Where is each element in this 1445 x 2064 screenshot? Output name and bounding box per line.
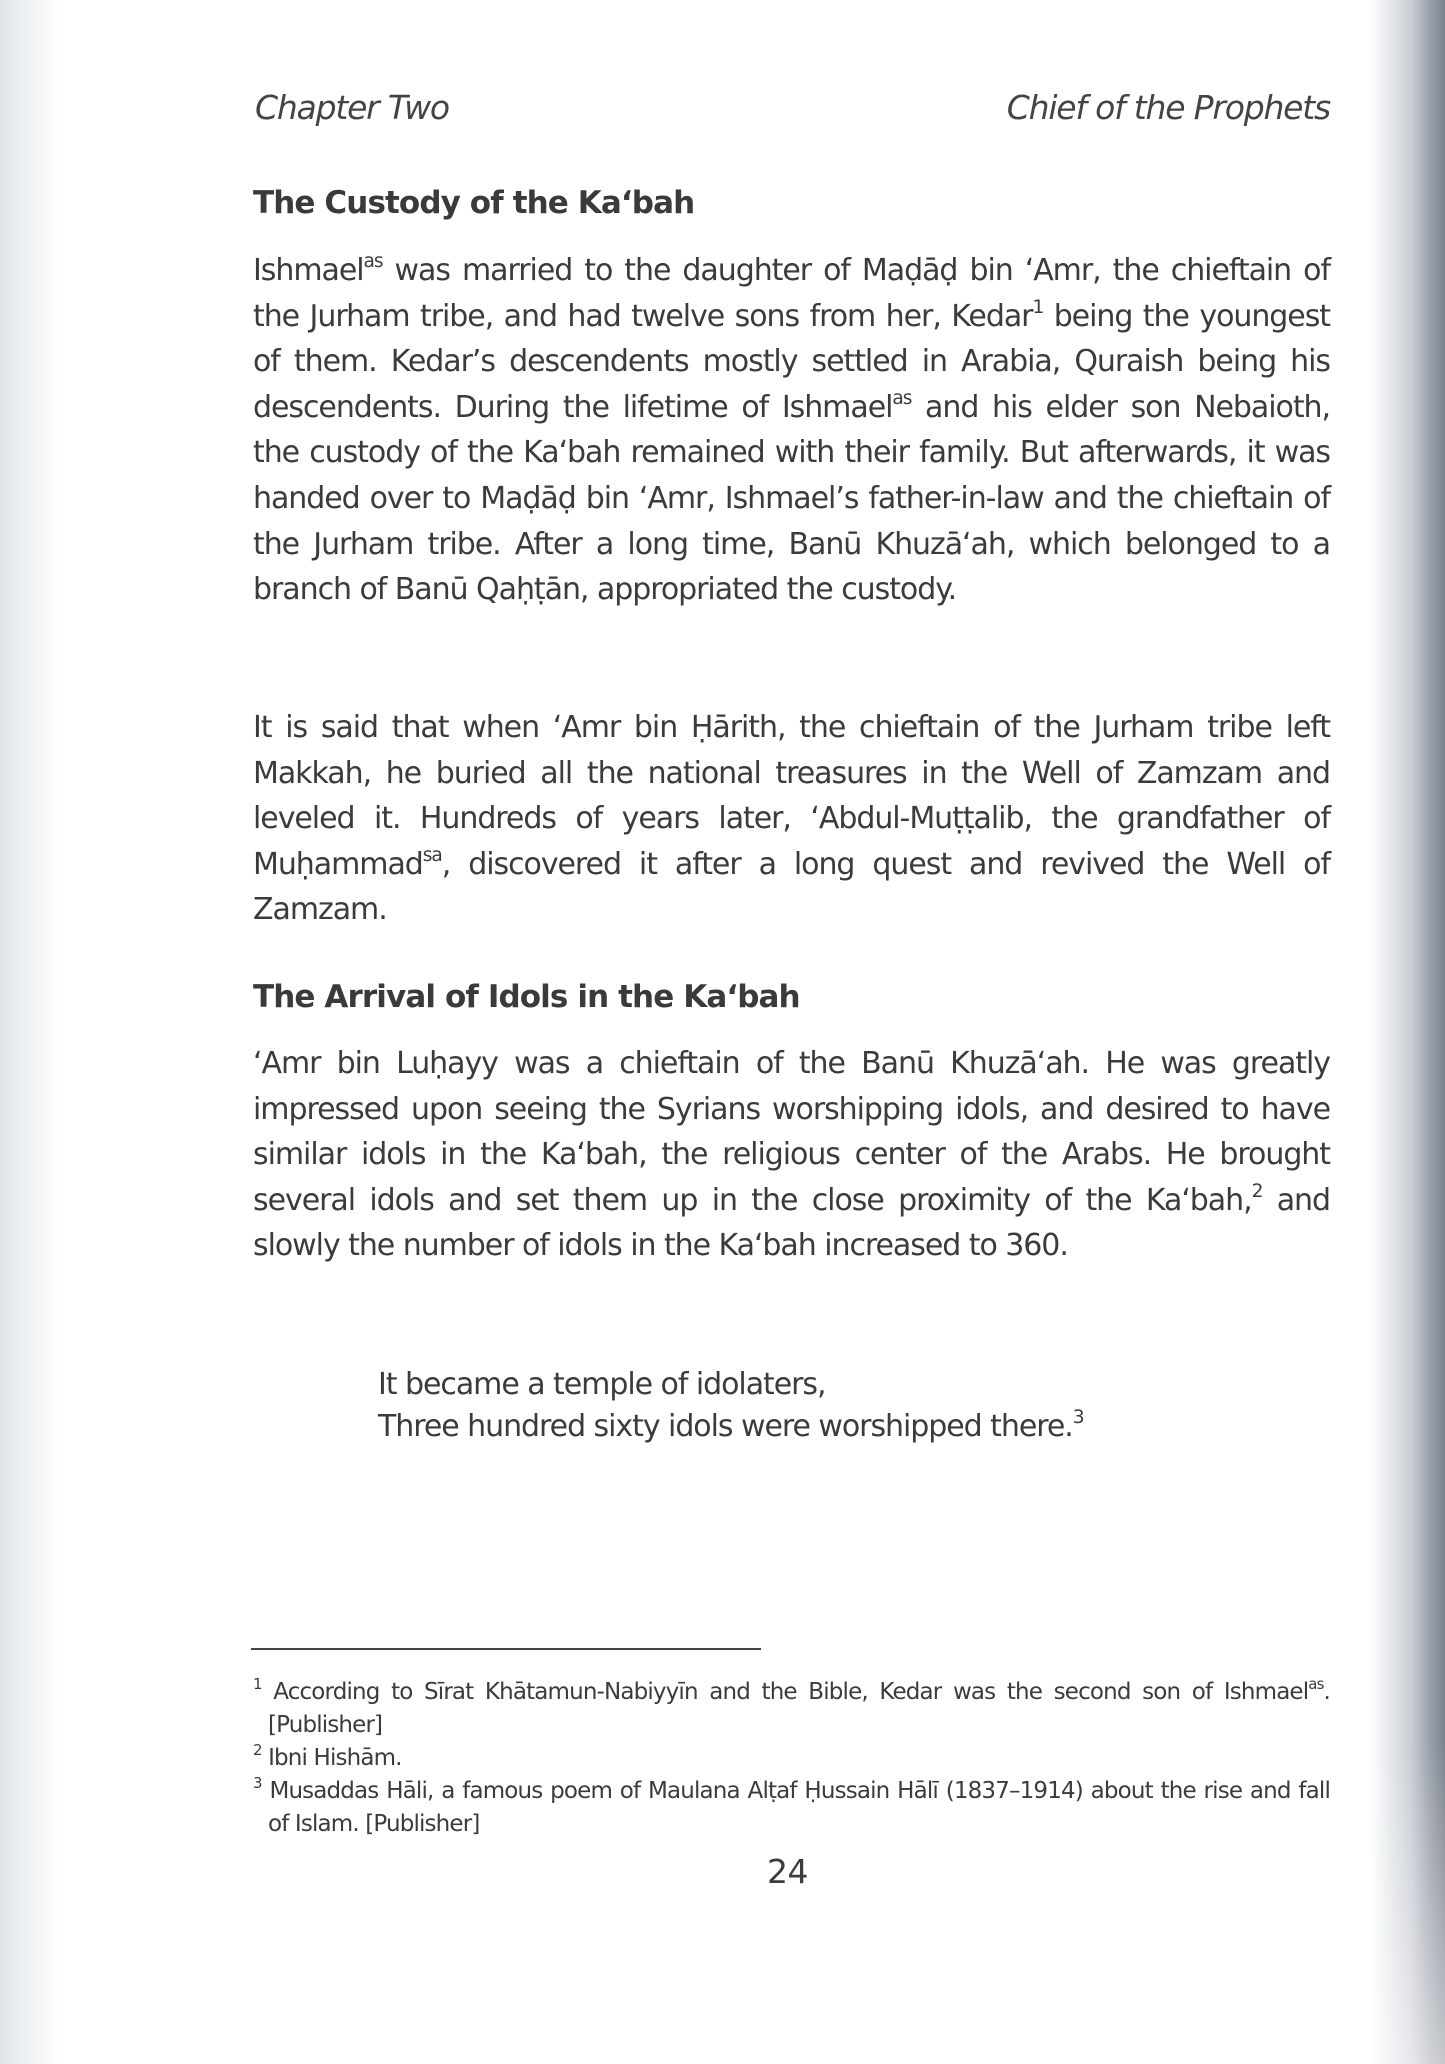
paragraph-2-container [253,705,1330,933]
section-idols [253,977,1330,1017]
paragraph-text: and his elder son Nebaioth, the custody of the Ka‘bah remained with their family. But afterwards, it was handed over to Maḍāḍ bin ‘Amr, Ishmael’s father-in-law and the chieftain of the Jurham tribe. After a long time, Banū Khuzā‘ah, which belonged to a branch of Banū Qaḥṭān, appropriated the custody. [253,389,1330,608]
section-heading: The Custody of the Ka‘bah [253,185,695,221]
footnote-number: 1 [253,1675,262,1694]
paragraph-text: being the youngest of them. Kedar’s descendents mostly settled in Arabia, Quraish being his descendents. During the lifetime of Ishmael [253,298,1330,425]
footnote-ref[interactable]: 2 [1251,1180,1263,1202]
poem-line-1: It became a temple of idolaters, [378,1367,826,1402]
footnote-ref-3[interactable]: 3 [1072,1407,1084,1428]
honorific-sup: as [1308,1675,1324,1694]
footnote-text-tail: . [Publisher] [268,1679,1330,1738]
paragraph-text: and slowly the number of idols in the Ka‘bah increased to 360. [253,1182,1330,1264]
honorific-sup: as [892,387,912,409]
poem-quote [378,1364,1278,1448]
footnote-text: Musaddas Hāli, a famous poem of Maulana Alṭaf Ḥussain Hālī (1837–1914) about the rise and fall of Islam. [Publisher] [268,1778,1331,1837]
paragraph-text: It is said that when ‘Amr bin Ḥārith, the chieftain of the Jurham tribe left Makkah, he buried all the national treasures in the Well of Zamzam and leveled it. Hundreds of years later, ‘Abdul-Muṭṭalib, the grandfather of Muḥammad [253,710,1330,882]
paragraph [253,705,1330,933]
honorific-sup: as [363,251,383,272]
page-number: 24 [767,1852,808,1891]
footnote-ref[interactable]: 1 [1032,296,1044,318]
section-heading: The Arrival of Idols in the Ka‘bah [253,979,800,1015]
section-custody [253,183,1330,223]
poem-line-2-text: Three hundred sixty idols were worshipped there. [378,1409,1073,1444]
paragraph-text: , discovered it after a long quest and revived the Well of Zamzam. [253,846,1330,928]
page-left-shadow [0,0,60,2064]
footnote-text: Ibni Hishām. [268,1745,402,1771]
footnotes [253,1676,1330,1841]
chapter-label: Chapter Two [255,88,449,127]
footnote-number: 3 [253,1774,262,1793]
paragraph-1-container [253,248,1330,613]
footnote-2 [253,1742,1330,1775]
footnote-1 [253,1676,1330,1742]
running-head [255,88,1330,134]
footnote-separator [251,1648,761,1650]
paragraph [253,248,1330,613]
book-spine-fade [1370,1740,1445,2064]
book-title: Chief of the Prophets [1006,88,1330,127]
footnote-text: According to Sīrat Khātamun-Nabiyyīn and the Bible, Kedar was the second son of Ishmael [273,1679,1309,1705]
paragraph-text: was married to the daughter of Maḍāḍ bin ‘Amr, the chieftain of the Jurham tribe, and had twelve sons from her, Kedar [253,253,1330,334]
paragraph-3-container [253,1041,1330,1269]
poem-line-2 [378,1406,1278,1448]
paragraph-text: ‘Amr bin Luḥayy was a chieftain of the Banū Khuzā‘ah. He was greatly impressed upon seeing the Syrians worshipping idols, and desired to have similar idols in the Ka‘bah, the religious center of the Arabs. He brought several idols and set them up in the close proximity of the Ka‘bah, [253,1046,1330,1218]
footnote-3 [253,1775,1330,1841]
honorific-sup: sa [422,844,442,866]
footnote-number: 2 [253,1741,262,1760]
paragraph [253,1041,1330,1269]
paragraph-text: Ishmael [253,253,364,288]
